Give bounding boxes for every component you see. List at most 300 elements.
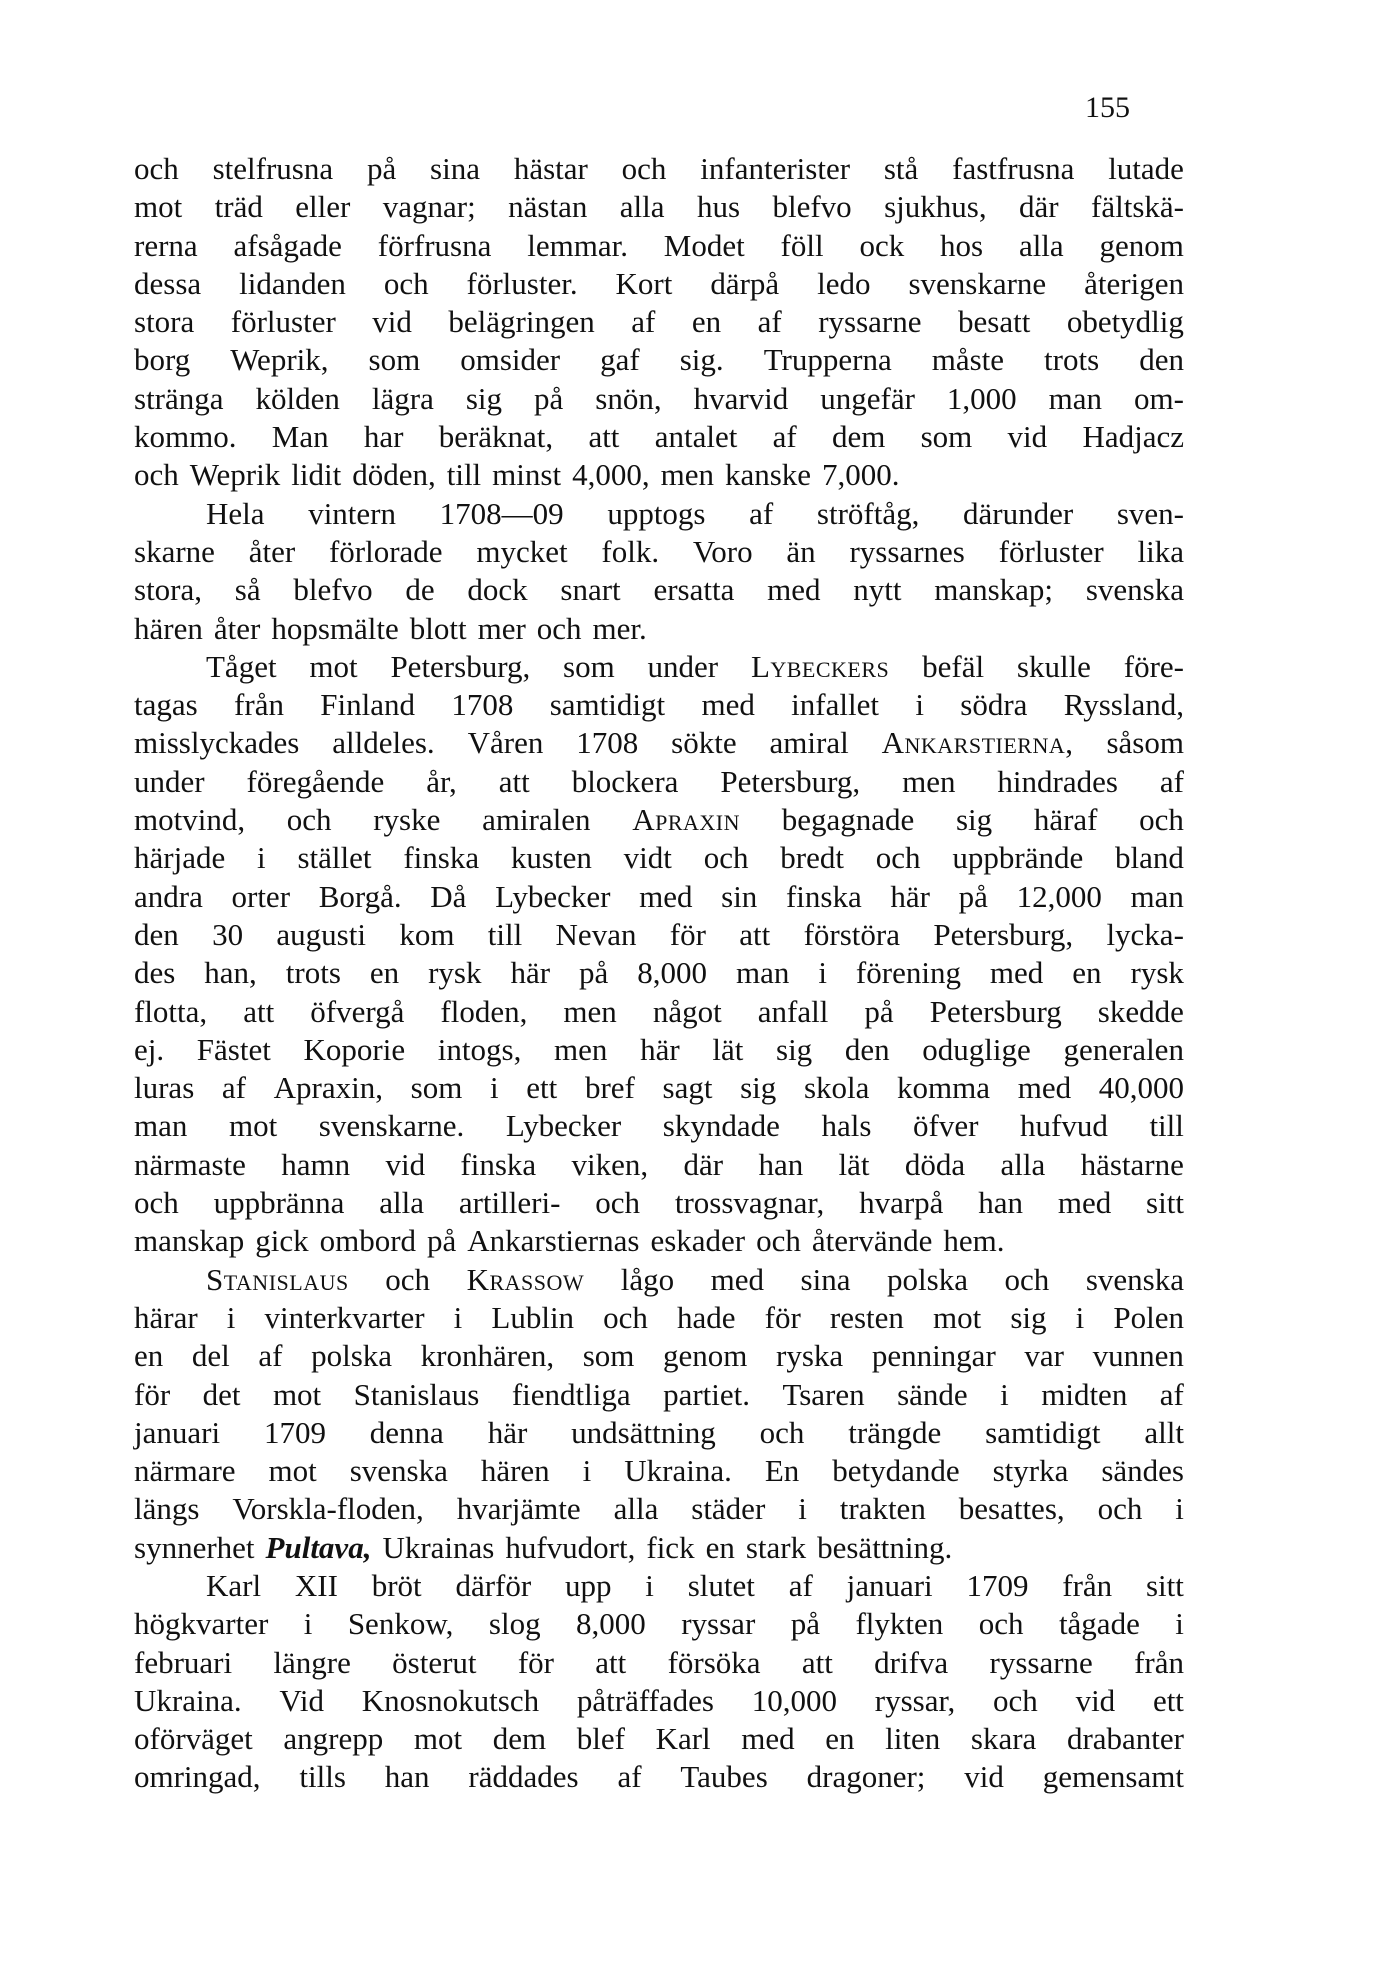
word: för [134, 1376, 171, 1412]
word: stränga [134, 380, 224, 416]
page-number: 155 [1085, 91, 1130, 124]
word: till [487, 916, 523, 952]
word: trots [285, 955, 341, 991]
word: så [234, 572, 261, 608]
text-line [134, 724, 1184, 762]
word: åter [248, 533, 296, 569]
word: ungefär [820, 380, 915, 416]
word: liten [885, 1721, 941, 1757]
word: styrka [992, 1453, 1069, 1489]
word: ersatta [653, 572, 735, 608]
word: obetydlig [1066, 304, 1184, 340]
word: från [1134, 1644, 1184, 1680]
word: dragoner; [806, 1759, 926, 1795]
word: de [405, 572, 435, 608]
word: skedde [1097, 993, 1184, 1029]
word: ryske [373, 802, 441, 838]
word: skola [803, 1070, 870, 1106]
text-line [134, 1414, 1184, 1452]
word: Senkow, [347, 1606, 454, 1642]
text-line [134, 610, 1184, 648]
word: polska [887, 1261, 968, 1297]
text-line [134, 227, 1184, 265]
word: att [801, 1644, 833, 1680]
word: döda [904, 1146, 966, 1182]
word: afsågade [233, 227, 342, 263]
word: förlorade [328, 533, 443, 569]
word: infanterister [700, 151, 851, 186]
word: misslyckades [134, 725, 300, 761]
word: ryska [776, 1338, 844, 1374]
word: blockera [571, 763, 679, 799]
word: lika [1137, 533, 1184, 569]
word: hus [696, 189, 741, 225]
word: af [617, 1759, 642, 1795]
word: Då [430, 878, 467, 914]
word: trakten [839, 1491, 926, 1527]
word: af [788, 1567, 813, 1603]
word: Lybeckers [750, 648, 890, 684]
word: Finland [320, 687, 416, 723]
word: 4,000, [572, 457, 650, 493]
word: Koporie [303, 1031, 406, 1067]
word: Karl [206, 1567, 262, 1603]
word: del [191, 1338, 230, 1374]
word: och [756, 1223, 801, 1259]
word: här [640, 1031, 680, 1067]
word: floden, [440, 993, 528, 1029]
word: sitt [1145, 1567, 1184, 1603]
word: i [582, 1453, 592, 1489]
word: och [621, 151, 667, 186]
word: Lybecker [505, 1108, 622, 1144]
word: man [1048, 380, 1103, 416]
word: måste [931, 342, 1005, 378]
word: var [1024, 1338, 1064, 1374]
text-line [134, 303, 1184, 341]
word: alla [379, 1185, 425, 1221]
word: sjukhus, [884, 189, 987, 225]
word: och [385, 1261, 431, 1297]
word: åter [213, 610, 261, 646]
word: svenskarne. [318, 1108, 465, 1144]
word: och [993, 1682, 1038, 1718]
word: i [453, 1299, 463, 1335]
word: därpå [710, 265, 780, 301]
word: i [257, 840, 266, 876]
word: Våren [467, 725, 544, 761]
word: dessa [134, 265, 202, 301]
word: härar [134, 1299, 198, 1335]
word: besattes, [958, 1491, 1065, 1527]
word: samtidigt [985, 1414, 1101, 1450]
text-line [134, 1299, 1184, 1337]
word: på [790, 1606, 820, 1642]
word: stark [745, 1529, 807, 1565]
word: hufvudort, [505, 1529, 636, 1565]
word: upptogs [607, 495, 706, 531]
word: därunder [963, 495, 1074, 531]
word: Knosnokutsch [361, 1682, 540, 1718]
word: döden, [352, 457, 436, 493]
word: slutet [687, 1567, 755, 1603]
word: hamn [281, 1146, 351, 1182]
word: snön, [595, 380, 662, 416]
text-line [134, 418, 1184, 456]
word: ryssar [681, 1606, 756, 1642]
word: samtidigt [549, 687, 666, 723]
word: öfver [913, 1108, 979, 1144]
word: gick [255, 1223, 309, 1259]
word: att [243, 993, 275, 1029]
word: Nevan [555, 916, 637, 952]
word: ryssarne [818, 304, 922, 340]
word: Tåget [206, 648, 277, 684]
word: som [368, 342, 421, 378]
word: kanske [724, 457, 812, 493]
word: beräknat, [438, 419, 554, 455]
word: sin [721, 878, 758, 914]
word: i [226, 1299, 236, 1335]
word: svenska [1085, 1261, 1184, 1297]
word: hem. [943, 1223, 1005, 1259]
word: och [1004, 1261, 1050, 1297]
word: en [134, 1338, 164, 1374]
word: sändes [1101, 1453, 1184, 1489]
word: lägra [371, 380, 434, 416]
word: men [660, 457, 714, 493]
word: trossvagnar, [674, 1185, 825, 1221]
word: förstöra [803, 916, 900, 952]
word: i [490, 1070, 499, 1106]
word: och [536, 610, 582, 646]
text-line [134, 1452, 1184, 1490]
text-line [134, 1376, 1184, 1414]
text-line [134, 341, 1184, 379]
word: den [844, 1031, 890, 1067]
word: rerna [134, 227, 198, 263]
word: stället [297, 840, 372, 876]
word: svenska [1085, 572, 1184, 608]
word: borg [134, 342, 191, 378]
word: 8,000 [576, 1606, 646, 1642]
word: Ankarstierna, [881, 725, 1074, 761]
word: infallet [791, 687, 879, 723]
word: att [739, 916, 771, 952]
word: lutade [1108, 151, 1184, 186]
word: kusten [510, 840, 592, 876]
word: januari [134, 1414, 221, 1450]
word: generalen [1063, 1031, 1184, 1067]
word: österut [392, 1644, 477, 1680]
word: man [134, 1108, 188, 1144]
text-line [134, 993, 1184, 1031]
word: sig [776, 1031, 813, 1067]
word: ej. [134, 1031, 165, 1067]
text-line [134, 1644, 1184, 1682]
word: sina [800, 1261, 851, 1297]
word: att [588, 419, 620, 455]
word: vidt [623, 840, 672, 876]
word: 1708 [451, 687, 514, 723]
word: med [741, 1721, 795, 1757]
word: och [759, 1414, 805, 1450]
word: Lybecker [495, 878, 611, 914]
word: än [786, 533, 816, 569]
word: återvände [811, 1223, 933, 1259]
word: mot [268, 1453, 317, 1489]
word: hindrades [997, 763, 1118, 799]
word: han [384, 1759, 430, 1795]
word: och [595, 1185, 640, 1221]
text-line [134, 1490, 1184, 1528]
word: bröt [371, 1567, 422, 1603]
word: af [631, 304, 656, 340]
word: Vid [279, 1682, 324, 1718]
word: mycket [476, 533, 568, 569]
word: Ryssland, [1063, 687, 1184, 723]
word: ledo [817, 265, 871, 301]
text-line [134, 1222, 1184, 1260]
word: slog [488, 1606, 541, 1642]
word: ryssar, [874, 1682, 956, 1718]
word: som [410, 1070, 463, 1106]
text-line [134, 1146, 1184, 1184]
word: finska [460, 1146, 537, 1182]
word: hvarpå [859, 1185, 944, 1221]
word: under [134, 763, 205, 799]
word: tågade [1058, 1606, 1140, 1642]
word: besättning. [817, 1529, 953, 1565]
word: stå [883, 151, 919, 186]
word: mer [477, 610, 526, 646]
word: amiral [769, 725, 849, 761]
word: år, [426, 763, 457, 799]
word: och [134, 151, 179, 186]
word: Polen [1113, 1299, 1184, 1335]
word: ryssarnes [849, 533, 965, 569]
word: mot [272, 1376, 322, 1412]
text-line [134, 188, 1184, 226]
word: af [749, 495, 774, 531]
word: uppbränna [213, 1185, 345, 1221]
word: Apraxin [632, 802, 741, 838]
word: befäl [922, 648, 985, 684]
word: vid [385, 1146, 426, 1182]
word: 1709 [966, 1567, 1029, 1603]
word: men [563, 993, 617, 1029]
word: här [510, 955, 551, 991]
text-line [134, 763, 1184, 801]
word: vid [1075, 1682, 1116, 1718]
word: partiet. [663, 1376, 750, 1412]
word: därför [455, 1567, 532, 1603]
word: genom [663, 1338, 748, 1374]
word: man [1130, 878, 1184, 914]
word: rysk [428, 955, 482, 991]
word: med [1057, 1185, 1112, 1221]
word: januari [846, 1567, 933, 1603]
word: med [989, 955, 1044, 991]
text-line [134, 1184, 1184, 1222]
word: kölden [255, 380, 340, 416]
word: här [487, 1414, 528, 1450]
text-line [134, 686, 1184, 724]
word: hos [940, 227, 984, 263]
word: vintern [308, 495, 396, 531]
word: som [582, 1338, 635, 1374]
word: Voro [692, 533, 753, 569]
word: men [554, 1031, 608, 1067]
word: den [1139, 342, 1184, 378]
word: dem [831, 419, 886, 455]
word: Vorskla-floden, [232, 1491, 424, 1527]
word: lät [712, 1031, 744, 1067]
word: Apraxin, [273, 1070, 384, 1106]
word: Trupperna [763, 342, 892, 378]
word: i [818, 955, 827, 991]
word: drifva [874, 1644, 949, 1680]
word: artilleri- [458, 1185, 561, 1221]
word: mot [933, 1299, 982, 1335]
word: vinterkvarter [264, 1299, 425, 1335]
word: och [1139, 802, 1184, 838]
word: skyndade [662, 1108, 780, 1144]
word: som [920, 419, 973, 455]
word: på [534, 380, 564, 416]
word: man [735, 955, 790, 991]
word: och [383, 265, 429, 301]
word: uppbrände [952, 840, 1084, 876]
word: med [639, 878, 693, 914]
word: vid [964, 1759, 1004, 1795]
word: förluster. [466, 265, 578, 301]
word: förluster [998, 533, 1104, 569]
word: sände [897, 1376, 968, 1412]
word: före- [1123, 648, 1184, 684]
word: eskader [650, 1223, 746, 1259]
word: hären [134, 610, 203, 646]
word: häraf [1033, 802, 1098, 838]
word: en [1072, 955, 1102, 991]
word: viken, [571, 1146, 649, 1182]
word: folk. [601, 533, 660, 569]
word: och [1097, 1491, 1143, 1527]
word: mot [228, 1108, 278, 1144]
word: sitt [1146, 1185, 1184, 1221]
word: han [758, 1146, 804, 1182]
word: penningar [871, 1338, 996, 1374]
word: där [683, 1146, 724, 1182]
word: synnerhet [134, 1529, 255, 1565]
word: kommo. [134, 419, 237, 455]
word: svenskarne [908, 265, 1047, 301]
word: lycka- [1106, 916, 1184, 952]
text-line [134, 380, 1184, 418]
word: på [864, 993, 894, 1029]
word: återigen [1084, 265, 1184, 301]
word: minst [492, 457, 562, 493]
word: antalet [654, 419, 738, 455]
text-line [134, 1337, 1184, 1375]
text-line [134, 1682, 1184, 1720]
word: ombord [319, 1223, 417, 1259]
word: bland [1115, 840, 1184, 876]
word: af [757, 304, 782, 340]
word: mot [134, 189, 183, 225]
word: i [1000, 1376, 1009, 1412]
word: manskap; [934, 572, 1054, 608]
word: med [767, 572, 821, 608]
word: mot [309, 648, 358, 684]
word: till [1149, 1108, 1184, 1144]
word: En [764, 1453, 800, 1489]
word: genom [1099, 227, 1184, 263]
word: Kort [615, 265, 673, 301]
word: hvarvid [693, 380, 789, 416]
word: stelfrusna [212, 151, 334, 186]
word: sig. [679, 342, 724, 378]
word: men [902, 763, 956, 799]
word: Modet [663, 227, 745, 263]
word: blef [576, 1721, 625, 1757]
text-line [134, 954, 1184, 992]
word: Stanislaus [206, 1261, 349, 1297]
word: stora [134, 304, 195, 340]
text-line [134, 648, 1184, 686]
word: trots [1044, 342, 1100, 378]
word: blefvo [293, 572, 373, 608]
word: besatt [958, 304, 1031, 340]
word: sven- [1116, 495, 1184, 531]
text-line [134, 1031, 1184, 1069]
word: hade [677, 1299, 736, 1335]
word: Petersburg, [933, 916, 1074, 952]
word: en [705, 1529, 735, 1565]
word: Krassow [466, 1261, 585, 1297]
word: här [890, 878, 930, 914]
word: luras [134, 1070, 195, 1106]
word: mer. [592, 610, 647, 646]
word: 1709 [263, 1414, 326, 1450]
word: och [978, 1606, 1024, 1642]
word: sina [430, 151, 480, 186]
word: kom [399, 916, 455, 952]
word: Weprik, [230, 342, 329, 378]
word: 40,000 [1098, 1070, 1184, 1106]
word: en [825, 1721, 855, 1757]
word: finska [785, 878, 862, 914]
word: allt [1144, 1414, 1184, 1450]
word: gaf [600, 342, 640, 378]
word: resten [829, 1299, 904, 1335]
word: des [134, 955, 176, 991]
word: för [669, 916, 706, 952]
word: Hadjacz [1082, 419, 1184, 455]
word: och [703, 840, 749, 876]
word: något [652, 993, 722, 1029]
word: oduglige [922, 1031, 1031, 1067]
word: på [579, 955, 609, 991]
word: fiendtliga [511, 1376, 631, 1412]
word: lidanden [239, 265, 346, 301]
body-text [134, 150, 1184, 1797]
word: upp [565, 1567, 612, 1603]
word: Taubes [680, 1759, 768, 1795]
word: Lublin [491, 1299, 575, 1335]
word: såsom [1106, 725, 1184, 761]
word: sökte [671, 725, 737, 761]
